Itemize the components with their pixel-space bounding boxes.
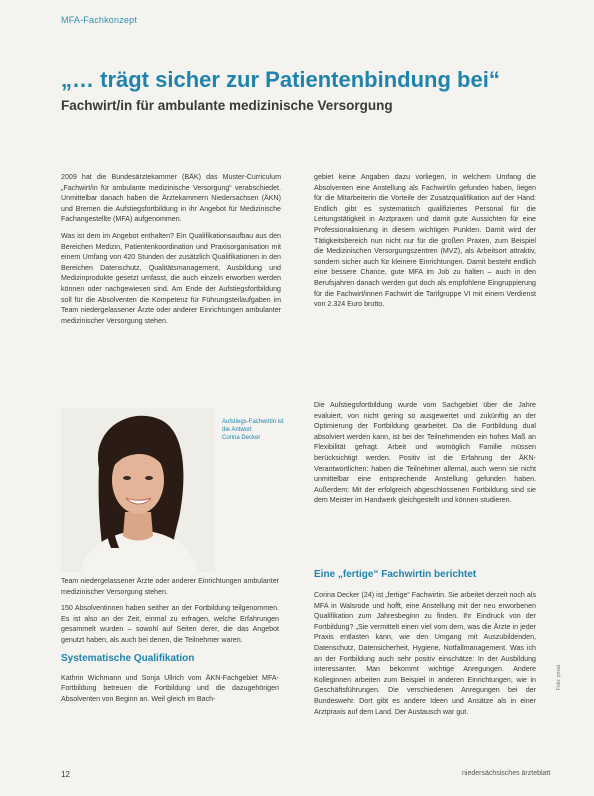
caption-line: die Antwort bbox=[222, 427, 252, 433]
paragraph: Corina Decker (24) ist „fertige“ Fachwirtin. Sie arbeitet derzeit noch als MFA in Walsrode und hofft, eine Anstellung mit der neu erworbenen Qualifikation zum Jahresbeginn zu finden. Ihr Eindruck von der Fortbildung? „Sie vermittelt einen viel vom dem, was die Ärzte in jeder Praxis entlasten kann, wie den Umgang mit Auszubildenden, Datenschutz, Datensicherheit, Hygiene, Notfallmanagement. Was ich an der Fortbildung auch sehr positiv einschätze: In der Ausbildung interessanter. Man bekommt wichtige Anregungen. Andere Kolleginnen arbeiten zum Beispiel in anderen Einrichtungen, wie in Geschäftsführungen. Die verschiedenen Anregungen bei der Bundeswehr. Dort gibt es andere Ideen und Ansätze als in einer Arztpraxis auf dem Land. Der Austausch war gut. bbox=[314, 591, 536, 716]
paragraph: Die Aufstiegsfortbildung wurde vom Sachgebiet über die Jahre evaluiert, von nicht gering so ausgewertet und zukünftig an der Optimierung der Fortbildung gearbeitet. Da die Fortbildung dual absolviert werden kann, ist bei der Teilnehmenden ein hohes Maß an Flexibilität gefragt. Arbeit und womöglich Familie müssen berücksichtigt werden. Positiv ist die Erfahrung der ÄKN-Verantwortlichen: haben die Teilnehmer allemal, auch wenn sie nicht unmittelbar eine entsprechende Anstellung gefunden haben. Außerdem: Mit der erfolgreich abgeschlossenen Fortbildung sind sie dem Meister im Handwerk gleichgestellt und können studieren. bbox=[314, 401, 536, 505]
woman-portrait-illustration bbox=[61, 408, 215, 572]
right-column-middle bbox=[314, 400, 536, 560]
paragraph: 150 Absolventinnen haben seither an der Fortbildung teilgenommen. Es ist also an der Zeit, einmal zu erfragen, welche Erfahrungen gesammelt wurden – sowohl auf Seiten derer, die das Angebot genutzt haben, als auch bei denen, die Teilnehmer waren. bbox=[61, 604, 279, 644]
caption-line: Corina Decker bbox=[222, 435, 261, 441]
caption-line: Aufstiegs-Fachwirtin ist bbox=[222, 419, 284, 425]
article-title: „… trägt sicher zur Patientenbindung bei“ bbox=[61, 67, 500, 92]
photo-credit: Foto: privat bbox=[556, 664, 562, 690]
paragraph: gebiet keine Angaben dazu vorliegen, in welchem Umfang die Absolventen eine Anstellung als Fachwirt/in gefunden haben, liegen für die Mitarbeiterin die Vorteile der Zusatzqualifikation auf der Hand: Endlich gibt es systematisch qualifiziertes Personal für die Leitungstätigkeit in Arztpraxen und damit gute Aussichten für eine Professionalisierung in diesem wichtigen Punkten. Damit wird der Tätigkeitsbereich nun nicht nur für die großen Praxen, zum Beispiel die Medizinischen Versorgungszentren (MVZ), als Arbeitsort attraktiv, sondern sicher auch für kleinere Einrichtungen. Damit besteht endlich eine bessere Chance, gute MFA im Job zu halten – auch in den Berufsjahren danach werden gut doch als empfohlene Eingruppierung für die Fachwirt/innen Fachwirt die Tarifgruppe VI mit einem Verdienst von 2.324 Euro brutto. bbox=[314, 173, 536, 309]
right-column-bottom bbox=[314, 590, 536, 766]
right-column-top bbox=[314, 172, 536, 408]
photo-caption bbox=[222, 418, 290, 442]
publication-name: niedersächsisches ärzteblatt bbox=[462, 770, 551, 777]
portrait-photo bbox=[61, 408, 215, 572]
paragraph: Kathrin Wichmann und Sonja Ullrich vom ÄKN-Fachgebiet MFA-Fortbildung betreuen die Fortbildung und die dazugehörigen Absolventen von Beginn an. Weil gleich im Bach- bbox=[61, 673, 279, 703]
left-column-bottom bbox=[61, 576, 279, 766]
article-subtitle: Fachwirt/in für ambulante medizinische Versorgung bbox=[61, 98, 393, 113]
subheading-fertige: Eine „fertige“ Fachwirtin berichtet bbox=[314, 569, 477, 580]
paragraph: Team niedergelassener Ärzte oder anderer Einrichtungen ambulanter medizinischer Versorgung stehen. bbox=[61, 577, 279, 596]
left-column-top bbox=[61, 172, 281, 412]
section-tag: MFA-Fachkonzept bbox=[61, 15, 138, 25]
subheading-systematic: Systematische Qualifikation bbox=[61, 652, 195, 664]
page-number: 12 bbox=[61, 770, 70, 779]
paragraph: Was ist dem im Angebot enthalten? Ein Qualifikationsaufbau aus den Bereichen Medizin, Patientenkoordination und Praxisorganisation mit einem Umfang von 420 Stunden der zusätzlich Qualifikationen in den Bereichen Datenschutz, Qualitätsmanagement, Ausbildung und Medizinprodukte gesetzt umfasst, die auch einzeln erworben werden können oder nachgewiesen sind. Am Ende der Aufstiegsfortbildung soll für die Absolventen die Kompetenz für Führungsteilaufgaben im Team niedergelassener Ärzte oder anderer Einrichtungen ambulanter medizinischer Versorgung stehen. bbox=[61, 231, 281, 325]
paragraph: 2009 hat die Bundesärztekammer (BÄK) das Muster-Curriculum „Fachwirt/in für ambulante medizinische Versorgung“ verabschiedet. Unmittelbar danach haben die Ärztekammern Niedersachsen (ÄKN) und Bremen die Aufstiegsfortbildung in ihr Angebot für Medizinische Fachangestellte (MFA) aufgenommen. bbox=[61, 173, 281, 224]
